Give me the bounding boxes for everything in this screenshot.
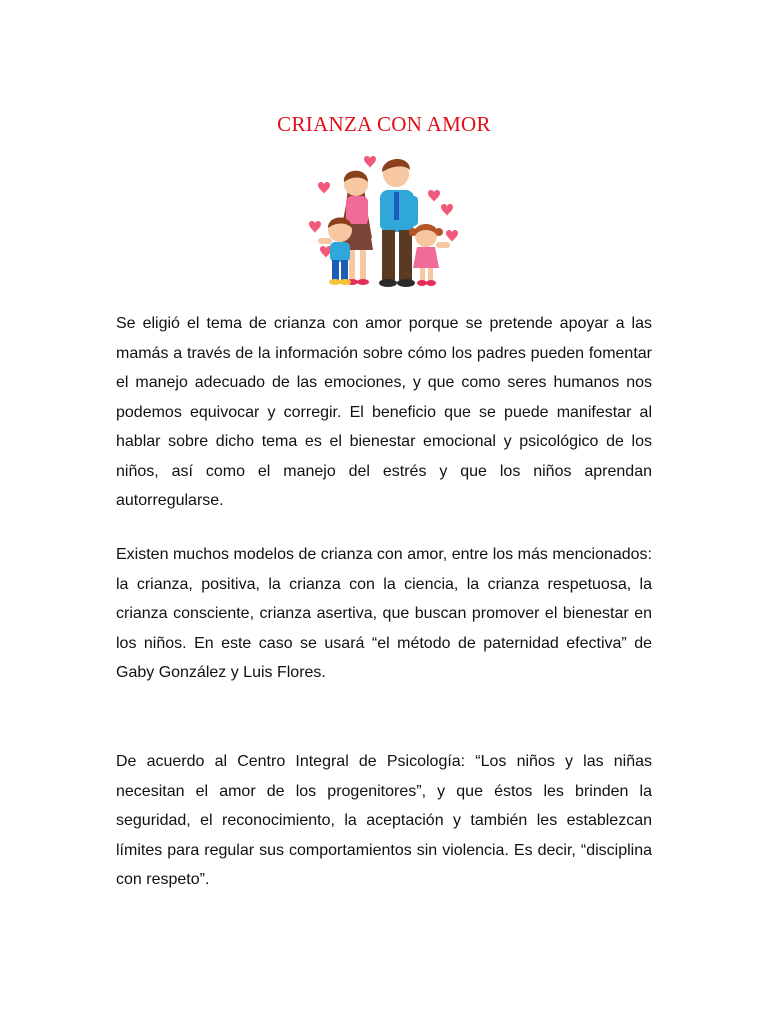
paragraph-centro-integral: De acuerdo al Centro Integral de Psicología: “Los niños y las niñas necesitan el amor de los progenitores”, y que éstos les brinden la seguridad, el reconocimiento, la aceptación y también les establezcan límites para regular sus comportamientos sin violencia. Es decir, “disciplina con respeto”.: [116, 753, 652, 888]
document-title: CRIANZA CON AMOR: [277, 112, 491, 136]
family-illustration: [300, 146, 460, 292]
paragraph-intro: Se eligió el tema de crianza con amor porque se pretende apoyar a las mamás a través de la información sobre cómo los padres pueden fomentar el manejo adecuado de las emociones, y que como seres humanos nos podemos equivocar y corregir. El beneficio que se puede manifestar al hablar sobre dicho tema es el bienestar emocional y psicológico de los niños, así como el manejo del estrés y que los niños aprendan autorregularse.: [116, 315, 652, 509]
girl-figure: [409, 224, 450, 286]
dad-figure: [379, 159, 418, 287]
family-hearts-icon: [300, 146, 460, 292]
paragraph-models: Existen muchos modelos de crianza con amor, entre los más mencionados: la crianza, positiva, la crianza con la ciencia, la crianza respetuosa, la crianza consciente, crianza asertiva, que buscan promover el bienestar en los niños. En este caso se usará “el método de paternidad efectiva” de Gaby González y Luis Flores.: [116, 546, 652, 681]
